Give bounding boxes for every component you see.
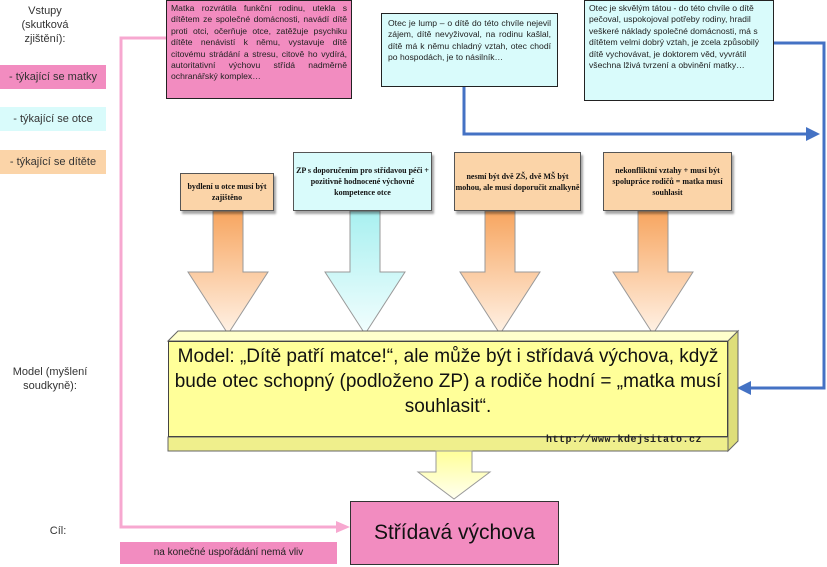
source-url: http://www.kdejsitato.cz [546,435,703,446]
legend-child: - týkající se dítěte [0,150,106,174]
inputs-label: Vstupy (skutková zjištění): [21,5,69,45]
goal-label: Cíl: [49,525,67,537]
goal-box: Střídavá výchova [350,501,559,565]
model-text: Model: „Dítě patří matce!“, ale může být i střídavá výchova, když bude otec schopný (podloženo ZP) a rodiče hodní = „matka musí souhlasit“. [174,346,722,417]
factor-relations [603,152,732,211]
factor-expert-opinion [293,152,432,211]
factor-housing-text: bydlení u otce musí být zajištěno [187,182,267,202]
factor-housing [180,173,274,211]
legend-father: - týkající se otce [0,107,106,131]
father-negative-facts-box: Otec je lump – o dítě do této chvíle nejevil zájem, dítě nevyživoval, na rodinu kašlal, dítě má k němu chladný vztah, otec chodí po hospodách, je to násilník… [381,13,558,87]
legend-mother: - týkající se matky [0,65,106,89]
factor-schools-text: nesmí být dvě ZŠ, dvě MŠ být mohou, ale musí doporučit znalkyně [455,171,580,192]
goal-note: na konečné uspořádání nemá vliv [120,542,337,564]
factor-relations-text: nekonfliktní vztahy + musí být spolupráce rodičů = matka musí souhlasit [612,166,723,197]
mother-facts-box: Matka rozvrátila funkční rodinu, utekla s dítětem ze společné domácnosti, navádí dítě proti otci, očerňuje otce, zatěžuje psychiku dítěte nenávistí k němu, vystavuje dítě citovému strádání a stresu, citově ho vydírá, autoritativní výchovu střídá nadměrně ochranářský komplex… [166,0,352,99]
model-box-side-face [728,331,738,451]
block-arrow-relations [613,211,693,334]
pink-arrowhead [336,521,350,533]
model-label: Model (myšlení soudkyně): [12,366,88,392]
block-arrow-goal [418,451,490,499]
block-arrow-schools [460,211,540,334]
factor-expert-text: ZP s doporučením pro střídavou péči + pozitivně hodnocené výchovné kompetence otce [296,166,429,197]
model-box [168,341,728,437]
blue-arrowhead-model [737,381,751,395]
block-arrow-expert [325,211,405,334]
model-box-top-face [168,331,738,341]
father-positive-facts-box: Otec je skvělým tátou - do této chvíle o dítě pečoval, uspokojoval potřeby rodiny, hradil veškeré náklady společné domácnosti, má s dítětem velmi dobrý vztah, je zcela způsobilý dítě vychovávat, je doktorem věd, vyvrátil všechna lživá tvrzení a obvinění matky… [584,0,774,101]
factor-schools [454,152,581,211]
block-arrow-housing [188,211,268,334]
blue-arrowhead-top [806,127,820,141]
